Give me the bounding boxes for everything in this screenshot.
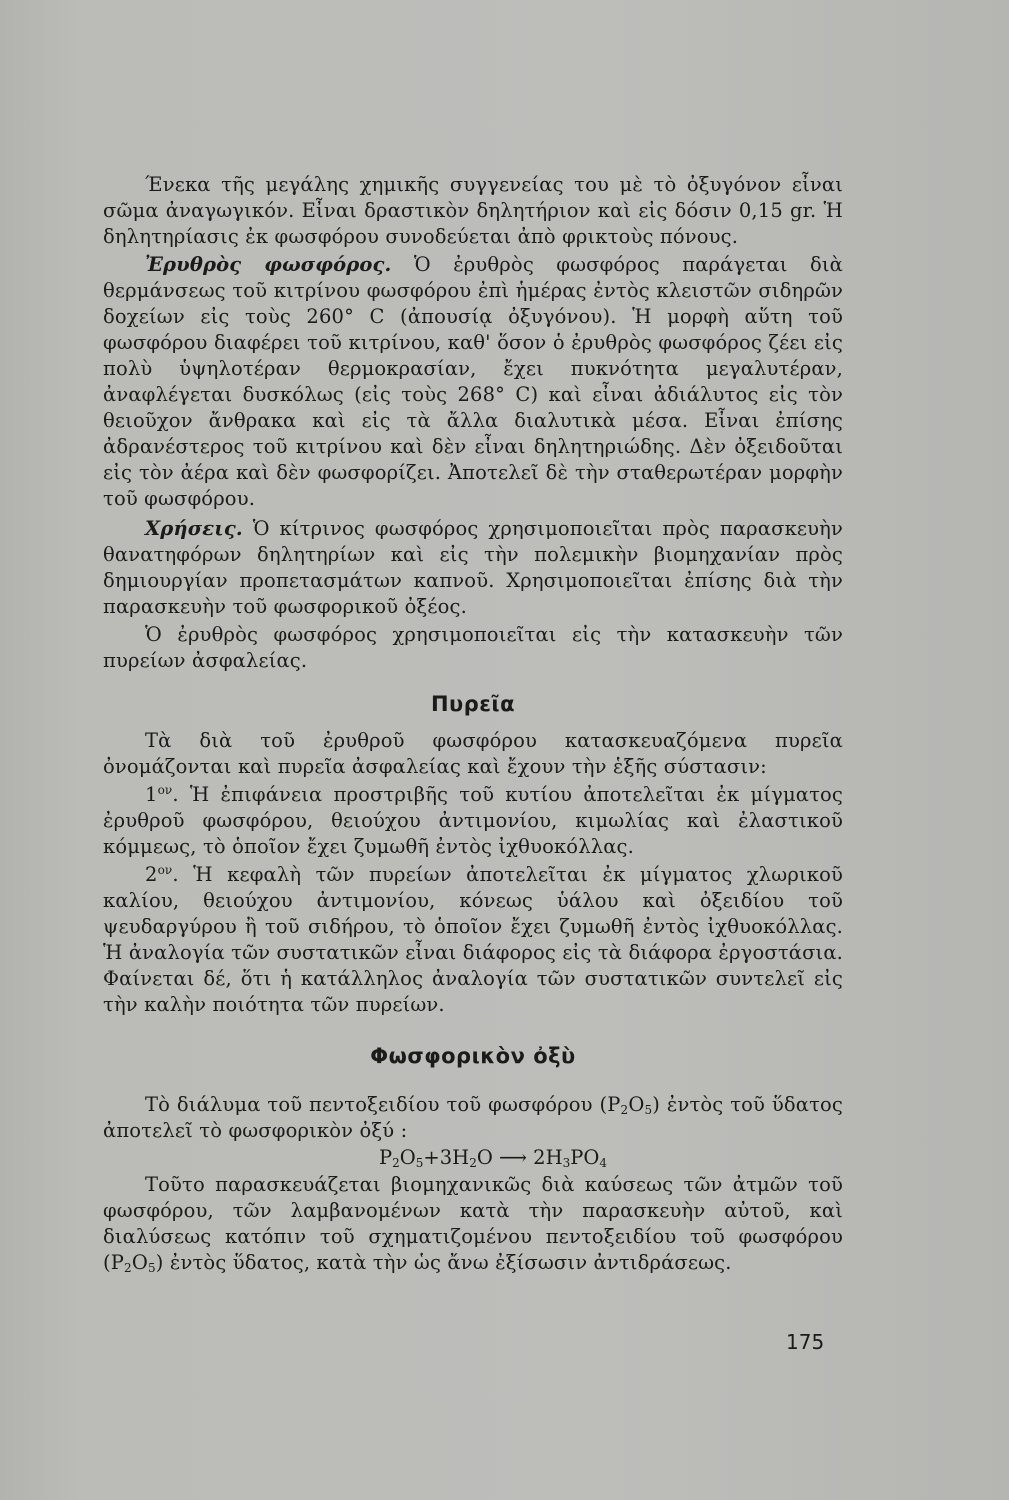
subscript: 2 [620, 1103, 629, 1117]
equation-part: +3H [423, 1146, 470, 1169]
equation-part: P [379, 1146, 393, 1169]
preparation-text: Τοῦτο παρασκευάζεται βιομηχανικῶς διὰ καύσεως τῶν ἀτμῶν τοῦ φωσφόρου, τῶν λαμβανομένων κατὰ τὴν παρασκευὴν αὐτοῦ, καὶ διαλύσεως κατόπιν τοῦ σχηματιζομένου πεντοξειδίου τοῦ φωσφόρου (P [103, 1173, 843, 1274]
subscript: 5 [415, 1156, 424, 1170]
subscript: 2 [124, 1261, 132, 1275]
preparation-text: O [131, 1251, 148, 1274]
item-2-number: 2 [145, 863, 158, 886]
equation-part: O ⟶ 2H [476, 1146, 563, 1169]
item-1-ordinal: ον [157, 783, 173, 797]
subscript: 5 [644, 1103, 653, 1117]
uses-text: Ὁ κίτρινος φωσφόρος χρησιμοποιεῖται πρὸς παρασκευὴν θανατηφόρων δηλητηρίων καὶ εἰς τὴν πολεμικὴν βιομηχανίαν πρὸς δημιουργίαν προπετασμάτων καπνοῦ. Χρησιμοποιεῖται ἐπίσης διὰ τὴν παρασκευὴν τοῦ φωσφορικοῦ ὀξέος. [103, 517, 843, 618]
list-item-1 [103, 782, 843, 860]
section-title-matches: Πυρεῖα [430, 692, 516, 716]
item-2-ordinal: ον [157, 863, 173, 877]
paragraph-reductive: Ένεκα τῆς μεγάλης χημικῆς συγγενείας του μὲ τὸ ὀξυγόνον εἶναι σῶμα ἀναγωγικόν. Εἶναι δραστικὸν δηλητήριον καὶ εἰς δόσιν 0,15 gr. Ἡ δηλητηρίασις ἐκ φωσφόρου συνοδεύεται ἀπὸ φρικτοὺς πόνους. [103, 173, 843, 248]
text-column [103, 150, 843, 1276]
subscript: 2 [392, 1156, 400, 1170]
paragraph-red-phosphorus [103, 252, 843, 512]
subscript: 4 [599, 1156, 607, 1170]
red-phosphorus-heading: Ἐρυθρὸς φωσφόρος. [145, 253, 392, 276]
preparation-text: ) ἐντὸς ὕδατος, κατὰ τὴν ὡς ἄνω ἐξίσωσιν ἀντιδράσεως. [155, 1251, 732, 1274]
paragraph-acid-intro [103, 1092, 843, 1144]
acid-intro-text: Τὸ διάλυμα τοῦ πεντοξειδίου τοῦ φωσφόρου (P [145, 1093, 621, 1116]
item-2-text: . Ἡ κεφαλὴ τῶν πυρείων ἀποτελεῖται ἐκ μίγματος χλωρικοῦ καλίου, θειούχου ἀντιμονίου, κόνεως ὑάλου καὶ ὀξειδίου τοῦ ψευδαργύρου ἢ τοῦ σιδήρου, τὸ ὁποῖον ἔχει ζυμωθῆ ἐντὸς ἰχθυοκόλλας. Ἡ ἀναλογία τῶν συστατικῶν εἶναι διάφορος εἰς τὰ διάφορα ἐργοστάσια. Φαίνεται δέ, ὅτι ἡ κατάλληλος ἀναλογία τῶν συστατικῶν συντελεῖ εἰς τὴν καλὴν ποιότητα τῶν πυρείων. [103, 863, 843, 1016]
chemical-equation [103, 1144, 843, 1172]
paragraph-red-uses: Ὁ ἐρυθρὸς φωσφόρος χρησιμοποιεῖται εἰς τὴν κατασκευὴν τῶν πυρείων ἀσφαλείας. [103, 623, 843, 672]
acid-intro-text: ) ἐντὸς τοῦ ὕδατος ἀποτελεῖ τὸ φωσφορικὸν ὀξύ : [103, 1093, 844, 1142]
list-item-2 [103, 862, 843, 1018]
subscript: 2 [469, 1156, 477, 1170]
paragraph-uses [103, 516, 843, 620]
red-phosphorus-text: Ὁ ἐρυθρὸς φωσφόρος παράγεται διὰ θερμάνσεως τοῦ κιτρίνου φωσφόρου ἐπὶ ἡμέρας ἐντὸς κλειστῶν σιδηρῶν δοχείων εἰς τοὺς 260° C (ἀπουσίᾳ ὀξυγόνου). Ἡ μορφὴ αὕτη τοῦ φωσφόρου διαφέρει τοῦ κιτρίνου, καθ' ὅσον ὁ ἐρυθρὸς φωσφόρος ζέει εἰς πολὺ ὑψηλοτέραν θερμοκρασίαν, ἔχει πυκνότητα μεγαλυτέραν, ἀναφλέγεται δυσκόλως (εἰς τοὺς 268° C) καὶ εἶναι ἀδιάλυτος εἰς τὸν θειοῦχον ἄνθρακα καὶ εἰς τὰ ἄλλα διαλυτικὰ μέσα. Εἶναι ἐπίσης ἀδρανέστερος τοῦ κιτρίνου καὶ δὲν εἶναι δηλητηριώδης. Δὲν ὀξειδοῦται εἰς τὸν ἀέρα καὶ δὲν φωσφορίζει. Ἀποτελεῖ δὲ τὴν σταθερωτέραν μορφὴν τοῦ φωσφόρου. [103, 253, 843, 510]
subscript: 5 [147, 1261, 156, 1275]
paragraph-preparation [103, 1172, 843, 1276]
subscript: 3 [562, 1156, 571, 1170]
equation-part: PO [570, 1146, 600, 1169]
equation-part: O [399, 1146, 416, 1169]
section-title-phosphoric-acid: Φωσφορικὸν ὀξὺ [370, 1044, 576, 1068]
item-1-number: 1 [145, 783, 158, 806]
acid-intro-text: O [628, 1093, 645, 1116]
paragraph-matches-intro: Τὰ διὰ τοῦ ἐρυθροῦ φωσφόρου κατασκευαζόμενα πυρεῖα ὀνομάζονται καὶ πυρεῖα ἀσφαλείας καὶ ἔχουν τὴν ἑξῆς σύστασιν: [103, 729, 843, 778]
item-1-text: . Ἡ ἐπιφάνεια προστριβῆς τοῦ κυτίου ἀποτελεῖται ἐκ μίγματος ἐρυθροῦ φωσφόρου, θειούχου ἀντιμονίου, κιμωλίας καὶ ἐλαστικοῦ κόμμεως, τὸ ὁποῖον ἔχει ζυμωθῆ ἐντὸς ἰχθυοκόλλας. [103, 783, 843, 858]
page-number: 175 [786, 1330, 825, 1354]
uses-heading: Χρήσεις. [145, 517, 243, 540]
